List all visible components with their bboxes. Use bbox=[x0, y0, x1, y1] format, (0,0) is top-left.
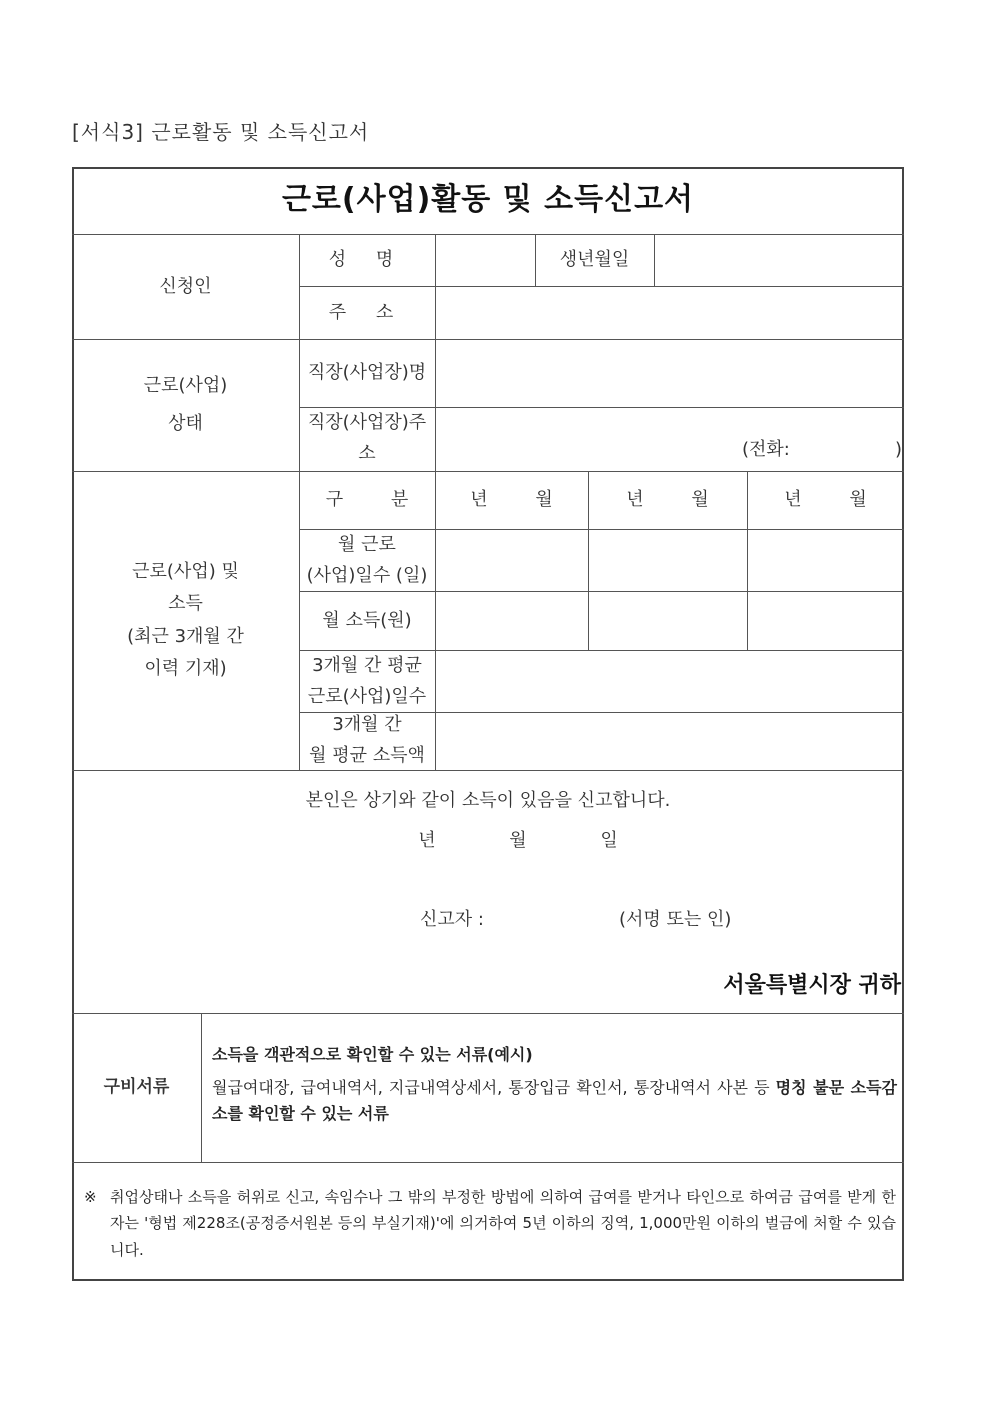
work-days-field-3[interactable] bbox=[748, 530, 904, 591]
declaration-statement: 본인은 상기와 같이 소득이 있음을 신고합니다. bbox=[305, 790, 671, 811]
work-status-line-2: 상태 bbox=[168, 413, 203, 434]
declaration-date[interactable]: 년 월 일 bbox=[418, 830, 618, 851]
documents-body-bold: 명칭 불문 소득감소를 확인할 수 있는 서류 bbox=[212, 1078, 897, 1124]
phone-open-label: (전화: bbox=[742, 438, 790, 460]
workplace-address-line-1: 직장(사업장)주 bbox=[307, 412, 427, 434]
avg-work-days-field[interactable] bbox=[436, 651, 904, 712]
income-section-line-1: 근로(사업) 및 bbox=[132, 561, 239, 583]
workplace-name-field[interactable] bbox=[436, 340, 904, 407]
signature-label[interactable]: (서명 또는 인) bbox=[619, 909, 732, 930]
name-field[interactable] bbox=[436, 235, 535, 286]
work-days-field-2[interactable] bbox=[589, 530, 747, 591]
work-status-line-1: 근로(사업) bbox=[143, 375, 228, 397]
documents-divider bbox=[72, 1162, 904, 1163]
avg-income-field[interactable] bbox=[436, 713, 904, 770]
income-section-line-3: (최근 3개월 간 bbox=[127, 625, 244, 647]
address-label: 주 소 bbox=[328, 301, 406, 323]
reporter-label: 신고자 : bbox=[420, 909, 484, 930]
month-header-3[interactable]: 년 월 bbox=[784, 489, 867, 511]
penalty-note bbox=[84, 1184, 896, 1263]
documents-label-line bbox=[201, 1013, 202, 1162]
income-section-line-2: 소득 bbox=[168, 593, 203, 615]
note-mark: ※ bbox=[84, 1188, 97, 1206]
address-field[interactable] bbox=[436, 287, 904, 339]
documents-body-normal: 월급여대장, 급여내역서, 지급내역상세서, 통장입금 확인서, 통장내역서 사본 등 bbox=[212, 1078, 776, 1097]
avg-income-line-2: 월 평균 소득액 bbox=[309, 745, 425, 766]
income-section-divider bbox=[72, 770, 904, 771]
birth-date-field[interactable] bbox=[655, 235, 904, 286]
documents-content bbox=[212, 1042, 897, 1128]
applicant-section-label: 신청인 bbox=[159, 275, 212, 297]
birth-date-label: 생년월일 bbox=[559, 249, 630, 271]
work-days-label bbox=[299, 529, 435, 591]
monthly-income-field-1[interactable] bbox=[436, 592, 588, 650]
documents-body bbox=[212, 1075, 897, 1128]
phone-close-label: ) bbox=[894, 438, 902, 460]
work-days-field-1[interactable] bbox=[436, 530, 588, 591]
work-days-line-2: (사업)일수 (일) bbox=[306, 565, 428, 586]
recipient-label: 서울특별시장 귀하 bbox=[723, 973, 901, 998]
avg-work-days-line-2: 근로(사업)일수 bbox=[307, 686, 427, 707]
workplace-address-label bbox=[299, 407, 435, 471]
avg-work-days-label bbox=[299, 650, 435, 712]
name-label: 성 명 bbox=[328, 249, 406, 271]
avg-income-label bbox=[299, 712, 435, 770]
work-status-section-label bbox=[72, 339, 299, 471]
work-days-line-1: 월 근로 bbox=[338, 533, 396, 555]
month-header-2[interactable]: 년 월 bbox=[626, 489, 709, 511]
avg-work-days-line-1: 3개월 간 평균 bbox=[312, 654, 422, 676]
month-header-1[interactable]: 년 월 bbox=[470, 489, 553, 511]
documents-label: 구비서류 bbox=[103, 1076, 170, 1097]
workplace-name-label: 직장(사업장)명 bbox=[307, 362, 427, 384]
monthly-income-field-2[interactable] bbox=[589, 592, 747, 650]
monthly-income-label: 월 소득(원) bbox=[322, 609, 412, 631]
income-section-line-4: 이력 기재) bbox=[144, 657, 227, 679]
workplace-address-line-2: 소 bbox=[358, 443, 376, 464]
documents-heading: 소득을 객관적으로 확인할 수 있는 서류(예시) bbox=[212, 1045, 533, 1064]
workplace-address-field[interactable] bbox=[742, 408, 902, 471]
income-section-label bbox=[72, 471, 299, 770]
category-label: 구 분 bbox=[325, 489, 409, 511]
note-text: 취업상태나 소득을 허위로 신고, 속임수나 그 밖의 부정한 방법에 의하여 급여를 받거나 타인으로 하여금 급여를 받게 한 자는 '형법 제228조(공정증서원본 등의 부실기재)'에 의거하여 5년 이하의 징역, 1,000만원 이하의 벌금에 처할 수 있습니다. bbox=[110, 1188, 896, 1259]
form-title: 근로(사업)활동 및 소득신고서 bbox=[281, 182, 695, 218]
form-number-label: [서식3] 근로활동 및 소득신고서 bbox=[72, 120, 370, 144]
monthly-income-field-3[interactable] bbox=[748, 592, 904, 650]
avg-income-line-1: 3개월 간 bbox=[332, 714, 402, 736]
